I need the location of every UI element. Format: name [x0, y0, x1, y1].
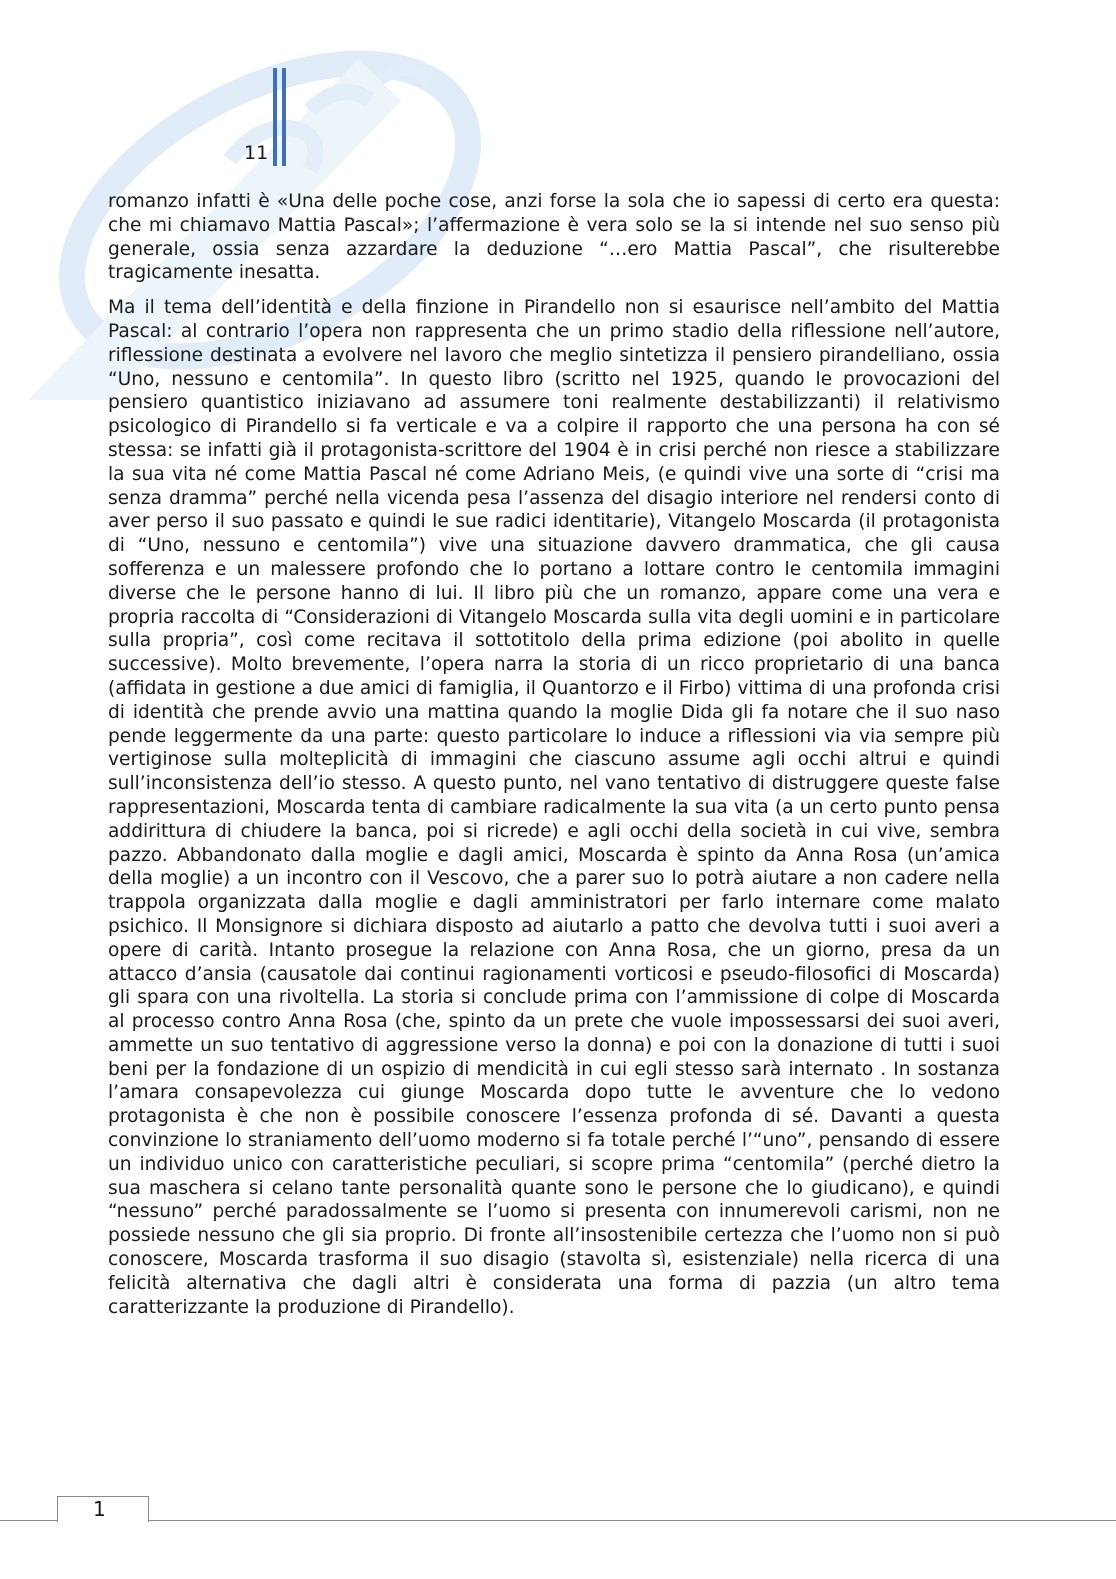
header-decoration [273, 68, 293, 166]
paragraph-1: romanzo infatti è «Una delle poche cose, anzi forse la sola che io sapessi di certo era questa: che mi chiamavo Mattia Pascal»; l’affermazione è vera solo se la si intende nel suo senso più generale, ossia senza azzardare la deduzione “…ero Mattia Pascal”, che risulterebbe tragicamente inesatta. [108, 191, 1000, 284]
document-body [108, 190, 1000, 1330]
paragraph-2: Ma il tema dell’identità e della finzione in Pirandello non si esaurisce nell’ambito del Mattia Pascal: al contrario l’opera non rappresenta che un primo stadio della riflessione nell’autore, riflessione destinata a evolvere nel lavoro che meglio sintetizza il pensiero pirandelliano, ossia “Uno, nessuno e centomila”. In questo libro (scritto nel 1925, quando le provocazioni del pensiero quantistico iniziavano ad assumere toni realmente destabilizzanti) il relativismo psicologico di Pirandello si fa verticale e va a colpire il rapporto che una persona ha con sé stessa: se infatti già il protagonista-scrittore del 1904 è in crisi perché non riesce a stabilizzare la sua vita né come Mattia Pascal né come Adriano Meis, (e quindi vive una sorte di “crisi ma senza dramma” perché nella vicenda pesa l’assenza del disagio interiore nel rendersi conto di aver perso il suo passato e quindi le sue radici identitarie), Vitangelo Moscarda (il protagonista di “Uno, nessuno e centomila”) vive una situazione davvero drammatica, che gli causa sofferenza e un malessere profondo che lo portano a lottare contro le centomila immagini diverse che le persone hanno di lui. Il libro più che un romanzo, appare come una vera e propria raccolta di “Considerazioni di Vitangelo Moscarda sulla vita degli uomini e in particolare sulla propria”, così come recitava il sottotitolo della prima edizione (poi abolito in quelle successive). Molto brevemente, l’opera narra la storia di un ricco proprietario di una banca (affidata in gestione a due amici di famiglia, il Quantorzo e il Firbo) vittima di una profonda crisi di identità che prende avvio una mattina quando la moglie Dida gli fa notare che il suo naso pende leggermente da una parte: questo particolare lo induce a riflessioni via via sempre più vertiginose sulla molteplicità di immagini che ciascuno assume agli occhi altrui e quindi sull’inconsistenza dell’io stesso. A questo punto, nel vano tentativo di distruggere queste false rappresentazioni, Moscarda tenta di cambiare radicalmente la sua vita (a un certo punto pensa addirittura di chiudere la banca, poi si ricrede) e agli occhi della società in cui vive, sembra pazzo. Abbandonato dalla moglie e dagli amici, Moscarda è spinto da Anna Rosa (un’amica della moglie) a un incontro con il Vescovo, che a parer suo lo potrà aiutare a non cadere nella trappola organizzata dalla moglie e dagli amministratori per farlo internare come malato psichico. Il Monsignore si dichiara disposto ad aiutarlo a patto che devolva tutti i suoi averi a opere di carità. Intanto prosegue la relazione con Anna Rosa, che un giorno, presa da un attacco d’ansia (causatole dai continui ragionamenti vorticosi e pseudo-filosofici di Moscarda) gli spara con una rivoltella. La storia si conclude prima con l’ammissione di colpe di Moscarda al processo contro Anna Rosa (che, spinto da un prete che vuole impossessarsi dei suoi averi, ammette un suo tentativo di aggressione verso la donna) e poi con la donazione di tutti i suoi beni per la fondazione di un ospizio di mendicità in cui egli stesso sarà internato . In sostanza l’amara consapevolezza cui giunge Moscarda dopo tutte le avventure che lo vedono protagonista è che non è possibile conoscere l’essenza profonda di sé. Davanti a questa convinzione lo straniamento dell’uomo moderno si fa totale perché l’“uno”, pensando di essere un individuo unico con caratteristiche peculiari, si scopre prima “centomila” (perché dietro la sua maschera si celano tante personalità quante sono le persone che lo giudicano), e quindi “nessuno” perché paradossalmente se l’uomo si presenta con innumerevoli carismi, non ne possiede nessuno che gli sia proprio. Di fronte all’insostenibile certezza che l’uomo non si può conoscere, Moscarda trasforma il suo disagio (stavolta sì, esistenziale) nella ricerca di una felicità alternativa che dagli altri è considerata una forma di pazzia (un altro tema caratterizzante la produzione di Pirandello). [108, 297, 1000, 1318]
header-bar [273, 68, 277, 166]
footer-page-number: 1 [93, 1497, 106, 1521]
header-bar [282, 68, 286, 166]
footer-rule [0, 1520, 1116, 1521]
header-page-number: 11 [244, 142, 269, 164]
